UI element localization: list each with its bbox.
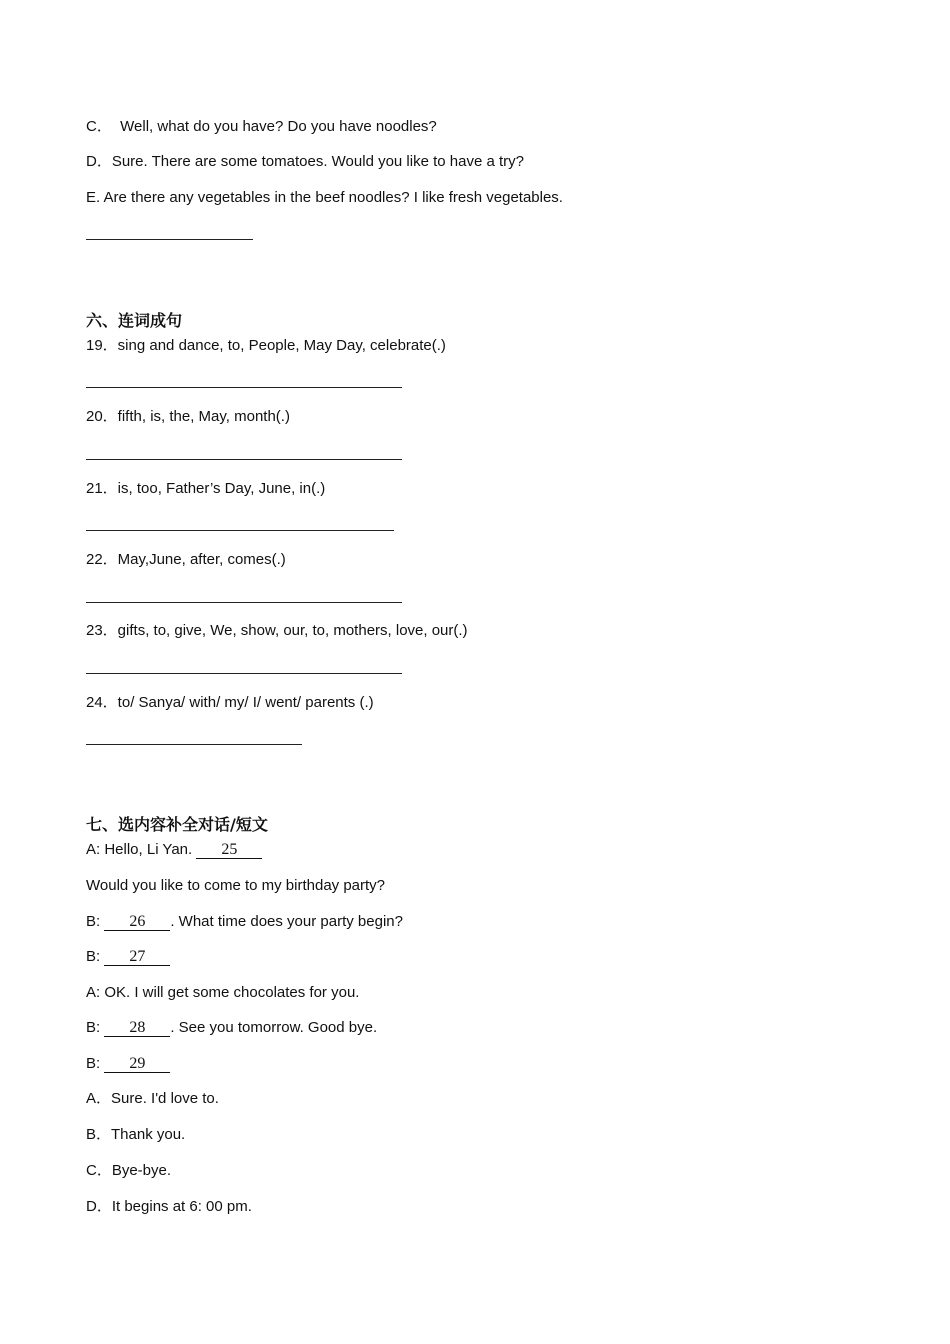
answer-line[interactable] bbox=[86, 239, 253, 240]
dialogue-line-7 bbox=[86, 1054, 170, 1074]
choice-d: D．It begins at 6: 00 pm. bbox=[86, 1198, 252, 1215]
dialogue-text: . See you tomorrow. Good bye. bbox=[170, 1019, 378, 1036]
dialogue-text: B: bbox=[86, 1055, 105, 1072]
dialogue-text: B: bbox=[86, 948, 105, 965]
answer-line-21[interactable] bbox=[86, 530, 394, 531]
answer-line-19[interactable] bbox=[86, 387, 402, 388]
dialogue-line-6 bbox=[86, 1018, 377, 1038]
choice-c: C．Bye-bye. bbox=[86, 1162, 172, 1179]
dialogue-line-5 bbox=[86, 983, 359, 1003]
blank-29[interactable]: 29 bbox=[104, 1056, 170, 1073]
dialogue-text: Would you like to come to my birthday party? bbox=[86, 877, 386, 894]
section-heading-6: 六、连词成句 bbox=[86, 311, 183, 330]
answer-line-23[interactable] bbox=[86, 673, 402, 674]
dialogue-text: A: Hello, Li Yan. bbox=[86, 841, 197, 858]
dialogue-line-3 bbox=[86, 912, 403, 932]
question-22: 22．May,June, after, comes(.) bbox=[86, 551, 286, 568]
dialogue-text: B: bbox=[86, 1019, 105, 1036]
section-heading-7: 七、选内容补全对话/短文 bbox=[86, 815, 268, 834]
option-e: E. Are there any vegetables in the beef noodles? I like fresh vegetables. bbox=[86, 189, 563, 206]
dialogue-line-2 bbox=[86, 876, 385, 896]
blank-28[interactable]: 28 bbox=[104, 1020, 170, 1037]
blank-26[interactable]: 26 bbox=[104, 914, 170, 931]
blank-25[interactable]: 25 bbox=[196, 842, 262, 859]
question-19: 19．sing and dance, to, People, May Day, celebrate(.) bbox=[86, 337, 446, 354]
dialogue-text: A: OK. I will get some chocolates for you. bbox=[86, 984, 360, 1001]
answer-line-22[interactable] bbox=[86, 602, 402, 603]
option-d: D．Sure. There are some tomatoes. Would you like to have a try? bbox=[86, 153, 524, 170]
dialogue-line-1 bbox=[86, 840, 262, 860]
option-c: C． Well, what do you have? Do you have noodles? bbox=[86, 118, 437, 135]
dialogue-text: B: bbox=[86, 913, 105, 930]
dialogue-text: . What time does your party begin? bbox=[170, 913, 403, 930]
choice-b: B．Thank you. bbox=[86, 1126, 186, 1143]
question-20: 20．fifth, is, the, May, month(.) bbox=[86, 408, 290, 425]
question-23: 23．gifts, to, give, We, show, our, to, mothers, love, our(.) bbox=[86, 622, 468, 639]
dialogue-line-4 bbox=[86, 947, 170, 967]
question-24: 24．to/ Sanya/ with/ my/ I/ went/ parents (.) bbox=[86, 694, 374, 711]
choice-a: A．Sure. I'd love to. bbox=[86, 1090, 219, 1107]
question-21: 21．is, too, Father’s Day, June, in(.) bbox=[86, 480, 326, 497]
blank-27[interactable]: 27 bbox=[104, 949, 170, 966]
answer-line-24[interactable] bbox=[86, 744, 302, 745]
answer-line-20[interactable] bbox=[86, 459, 402, 460]
